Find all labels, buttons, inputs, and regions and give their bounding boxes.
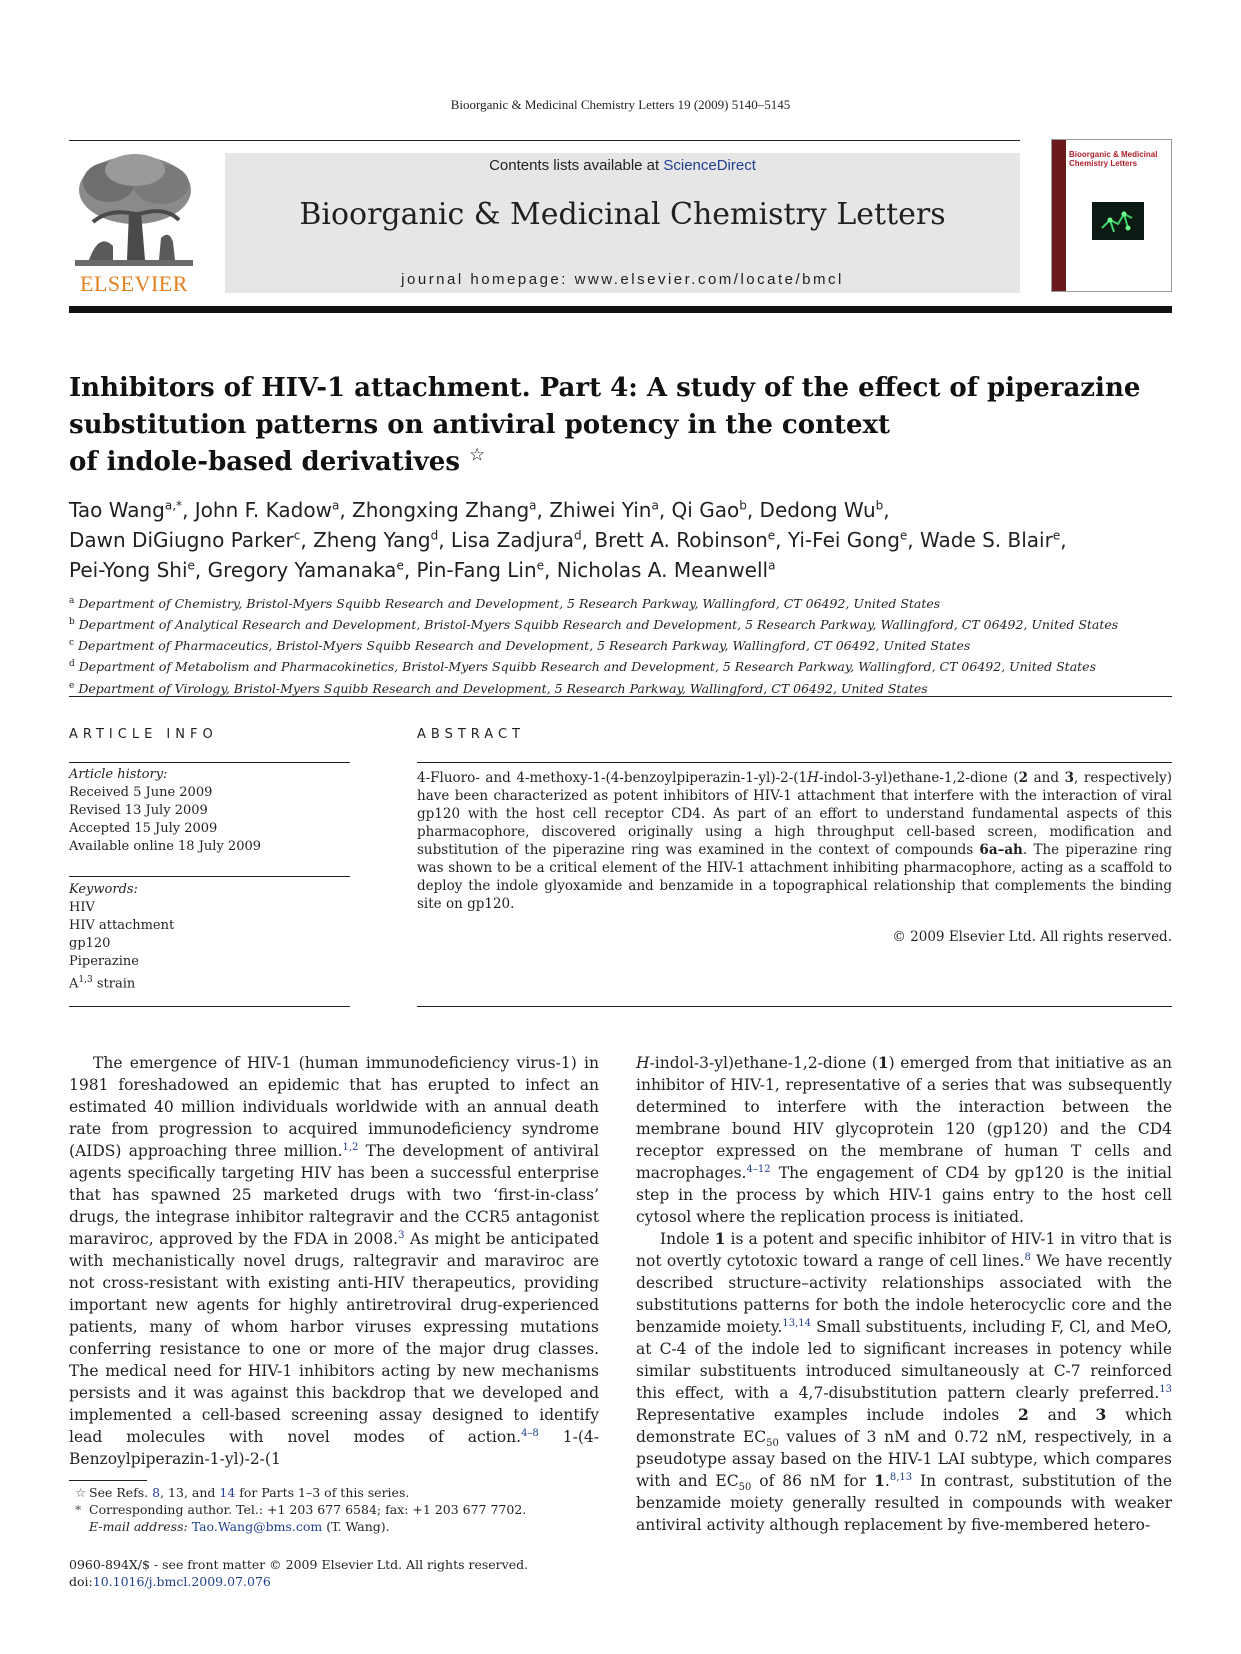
citation-link[interactable]: 8 <box>152 1485 161 1500</box>
author-name: Zhiwei Yin <box>549 498 652 522</box>
body-paragraph: H-indol-3-yl)ethane-1,2-dione (1) emerged from that initiative as an inhibitor of HIV-1, representative of a series that was subsequently determined to interfere with the interaction between the membrane bound HIV glycoprotein 120 (gp120) and the CD4 receptor expressed on the membrane of human T cells and macrophages.$^{4-12}$ The engagement of CD4 by gp120 is the initial step in the process by which HIV-1 gains entry to the host cell cytosol where the replication process is initiated. <box>636 1053 1173 1226</box>
author-name: Dedong Wu <box>759 498 876 522</box>
citation-link[interactable]: 4–12 <box>746 1163 771 1175</box>
elsevier-wordmark: ELSEVIER <box>80 271 188 296</box>
author-name: Zheng Yang <box>313 528 431 552</box>
compound-ref: 3 <box>1064 770 1074 786</box>
article-info-heading: ARTICLE INFO <box>69 727 218 742</box>
title-line: Inhibitors of HIV-1 attachment. Part 4: A study of the effect of piperazine <box>69 373 1141 403</box>
journal-cover <box>1051 139 1172 292</box>
header-rule <box>69 140 1020 141</box>
keyword: HIV attachment <box>69 918 175 933</box>
history-item: Received 5 June 2009 <box>69 785 213 800</box>
title-line: of indole-based derivatives <box>69 447 460 477</box>
citation-link[interactable]: 13 <box>1159 1383 1172 1395</box>
footnote: * Corresponding author. Tel.: +1 203 677 6584; fax: +1 203 677 7702. <box>75 1502 527 1517</box>
affiliation: $^e$ Department of Virology, Bristol-Myers Squibb Research and Development, 5 Research Parkway, Wallingford, CT 06492, United States <box>69 680 928 696</box>
author-name: Gregory Yamanaka <box>207 558 397 582</box>
cover-title: Bioorganic & Medicinal Chemistry Letters <box>1069 150 1158 168</box>
author-line: Pei-Yong Shi$^e$, Gregory Yamanaka$^e$, Pin-Fang Lin$^e$, Nicholas A. Meanwell$^a$ <box>69 558 776 582</box>
citation-link[interactable]: 13,14 <box>782 1317 811 1329</box>
author-affiliation-mark[interactable]: a <box>651 498 659 513</box>
author-name: Dawn DiGiugno Parker <box>69 528 294 552</box>
history-item: Available online 18 July 2009 <box>69 839 262 854</box>
history-label: Article history: <box>69 767 168 782</box>
author-affiliation-mark[interactable]: e <box>536 558 545 573</box>
abstract-end-rule <box>417 1006 1172 1007</box>
masthead-rule <box>69 306 1172 313</box>
affiliation: $^b$ Department of Analytical Research and Development, Bristol-Myers Squibb Research and Development, 5 Research Parkway, Wallingford, CT 06492, United States <box>69 617 1119 633</box>
author-affiliation-mark[interactable]: b <box>875 498 884 513</box>
title-line: substitution patterns on antiviral potency in the context <box>69 410 891 440</box>
affiliations <box>69 592 1179 698</box>
author-affiliation-mark[interactable]: a <box>768 558 776 573</box>
running-head: Bioorganic & Medicinal Chemistry Letters 19 (2009) 5140–5145 <box>450 97 791 112</box>
keywords-label: Keywords: <box>69 882 138 897</box>
author-affiliation-mark[interactable]: d <box>430 528 439 543</box>
affiliation: $^a$ Department of Chemistry, Bristol-Myers Squibb Research and Development, 5 Research Parkway, Wallingford, CT 06492, United States <box>69 596 941 612</box>
author-affiliation-mark[interactable]: d <box>574 528 582 543</box>
author-name: Zhongxing Zhang <box>352 498 530 522</box>
article-info-rule <box>69 762 350 763</box>
abstract-copyright: © 2009 Elsevier Ltd. All rights reserved. <box>892 929 1172 945</box>
body-column-right <box>636 1052 1172 1536</box>
footnote-email: E-mail address: Tao.Wang@bms.com (T. Wang). <box>89 1519 390 1534</box>
author-affiliation-mark[interactable]: c <box>293 528 301 543</box>
journal-homepage[interactable]: journal homepage: www.elsevier.com/locate/bmcl <box>401 271 844 288</box>
history-item: Accepted 15 July 2009 <box>69 821 218 836</box>
affiliation: $^d$ Department of Metabolism and Pharmacokinetics, Bristol-Myers Squibb Research and Development, 5 Research Parkway, Wallingford, CT 06492, United States <box>69 659 1096 675</box>
keywords-rule <box>69 1006 350 1007</box>
doi-link[interactable]: 10.1016/j.bmcl.2009.07.076 <box>92 1574 271 1589</box>
body-column-left <box>69 1052 599 1470</box>
history-item: Revised 13 July 2009 <box>69 803 208 818</box>
compound-ref: 6a–ah <box>979 842 1023 858</box>
author-name: Qi Gao <box>671 498 740 522</box>
author-name: Nicholas A. Meanwell <box>556 558 769 582</box>
citation-link[interactable]: 1,2 <box>342 1141 359 1153</box>
issn-line: 0960-894X/$ - see front matter © 2009 Elsevier Ltd. All rights reserved. <box>69 1557 529 1572</box>
keyword: Piperazine <box>69 954 139 969</box>
journal-title: Bioorganic & Medicinal Chemistry Letters <box>299 197 946 232</box>
author-list <box>69 495 1179 585</box>
author-name: Yi-Fei Gong <box>787 528 900 552</box>
title-footnote-star[interactable]: ☆ <box>469 444 486 466</box>
author-line: Tao Wang$^{a,*}$, John F. Kadow$^a$, Zhongxing Zhang$^a$, Zhiwei Yin$^a$, Qi Gao$^b$, Dedong Wu$^b$, <box>69 498 890 522</box>
citation-link[interactable]: 8 <box>1024 1251 1031 1263</box>
author-name: Lisa Zadjura <box>450 528 575 552</box>
sciencedirect-link[interactable]: ScienceDirect <box>663 157 756 174</box>
doi-line: doi:10.1016/j.bmcl.2009.07.076 <box>69 1574 271 1589</box>
author-name: Tao Wang <box>69 498 165 522</box>
star-icon: ☆ <box>75 1485 87 1500</box>
author-name: Pei-Yong Shi <box>69 558 188 582</box>
citation-link[interactable]: 3 <box>398 1229 405 1241</box>
author-name: Brett A. Robinson <box>594 528 768 552</box>
keyword: HIV <box>69 900 95 915</box>
abstract-text: 4-Fluoro- and 4-methoxy-1-(4-benzoylpiperazin-1-yl)-2-(1H-indol-3-yl)ethane-1,2-dione (2 and 3, respectively) have been characterized as potent inhibitors of HIV-1 attachment that interfere with the interaction of viral gp120 with the host cell receptor CD4. As part of an effort to understand fundamental aspects of this pharmacophore, discovered originally using a high throughput cell-based screen, modification and substitution of the piperazine ring was examined in the context of compounds 6a–ah. The piperazine ring was shown to be a critical element of the HIV-1 attachment inhibiting pharmacophore, acting as a scaffold to deploy the indole glyoxamide and benzamide in a topographical relationship that complements the binding site on gp120. <box>417 770 1173 912</box>
author-name: John F. Kadow <box>194 498 332 522</box>
article-title <box>69 370 1169 481</box>
abstract-heading: ABSTRACT <box>417 727 525 742</box>
body-paragraph: The emergence of HIV-1 (human immunodeficiency virus-1) in 1981 foreshadowed an epidemic that has erupted to infect an estimated 40 million individuals worldwide with an annual death rate from progression to acquired immunodeficiency syndrome (AIDS) approaching three million.$^{1,2}$ The development of antiviral agents specifically targeting HIV has been a successful enterprise that has spawned 25 marketed drugs with two ‘first-in-class’ drugs, the integrase inhibitor raltegravir and the CCR5 antagonist maraviroc, approved by the FDA in 2008.$^3$ As might be anticipated with mechanistically novel drugs, raltegravir and maraviroc are not cross-resistant with existing anti-HIV therapeutics, providing important new agents for highly antiretroviral drug-experienced patients, many of whom harbor viruses expressing mutations conferring resistance to one or more of the major drug classes. The medical need for HIV-1 inhibitors acting by new mechanisms persists and it was against this backdrop that we developed and implemented a cell-based screening assay designed to identify lead molecules with novel modes of action.$^{4-8}$ 1-(4-Benzoylpiperazin-1-yl)-2-(1 <box>69 1054 599 1468</box>
footnote-rule <box>69 1480 147 1481</box>
asterisk-icon: * <box>75 1502 82 1517</box>
affiliation: $^c$ Department of Pharmaceutics, Bristol-Myers Squibb Research and Development, 5 Research Parkway, Wallingford, CT 06492, United States <box>69 638 971 654</box>
keyword: A$^{1,3}$ strain <box>69 975 136 992</box>
author-affiliation-mark[interactable]: e <box>1052 528 1061 543</box>
contents-prefix: Contents lists available at <box>489 157 664 174</box>
footnotes <box>69 1484 609 1535</box>
footnote: ☆ See Refs. 8, 13, and 14 for Parts 1–3 of this series. <box>75 1485 410 1500</box>
author-affiliation-mark[interactable]: a <box>529 498 537 513</box>
affiliation-rule <box>69 696 1172 697</box>
body-paragraph: Indole 1 is a potent and specific inhibitor of HIV-1 in vitro that is not overtly cytotoxic toward a range of cell lines.$^8$ We have recently described structure–activity relationships associated with the substitutions patterns for both the indole heterocyclic core and the benzamide moiety.$^{13,14}$ Small substituents, including F, Cl, and MeO, at C-4 of the indole led to significant increases in potency while similar substituents introduced simultaneously at C-7 reinforced this effect, with a 4,7-disubstitution pattern clearly preferred.$^{13}$ Representative examples include indoles 2 and 3 which demonstrate $EC_{50}$ values of 3 nM and 0.72 nM, respectively, in a pseudotype assay based on the HIV-1 LAI subtype, which compares with and $EC_{50}$ of 86 nM for 1.$^{8,13}$ In contrast, substitution of the benzamide moiety generally resulted in compounds with weaker antiviral activity although replacement by five-membered hetero- <box>636 1229 1173 1534</box>
keyword: gp120 <box>69 936 111 951</box>
cover-molecule-icon <box>1092 202 1144 240</box>
citation-link[interactable]: 14 <box>219 1485 236 1500</box>
author-affiliation-mark[interactable]: e <box>187 558 195 573</box>
compound-ref: 2 <box>1018 770 1028 786</box>
issn-doi <box>69 1556 669 1590</box>
citation-link[interactable]: 8,13 <box>889 1471 913 1483</box>
email-link[interactable]: Tao.Wang@bms.com <box>191 1519 323 1534</box>
author-name: Wade S. Blair <box>920 528 1053 552</box>
author-line: Dawn DiGiugno Parker$^c$, Zheng Yang$^d$, Lisa Zadjura$^d$, Brett A. Robinson$^e$, Yi-Fei Gong$^e$, Wade S. Blair$^e$, <box>69 528 1067 552</box>
author-affiliation-mark[interactable]: a,* <box>164 498 183 513</box>
author-affiliation-mark[interactable]: b <box>739 498 747 513</box>
journal-banner <box>225 153 1020 293</box>
contents-line <box>225 157 1020 174</box>
article-history <box>69 766 350 856</box>
keywords <box>69 881 350 993</box>
abstract-rule <box>417 762 1172 763</box>
cover-spine <box>1052 140 1066 291</box>
history-rule <box>69 876 350 877</box>
author-affiliation-mark[interactable]: e <box>899 528 908 543</box>
author-affiliation-mark[interactable]: a <box>331 498 340 513</box>
author-affiliation-mark[interactable]: e <box>396 558 404 573</box>
elsevier-tree-icon <box>69 152 199 270</box>
author-name: Pin-Fang Lin <box>416 558 537 582</box>
publisher-logo <box>69 152 199 297</box>
citation-link[interactable]: 4–8 <box>521 1427 539 1439</box>
author-affiliation-mark[interactable]: e <box>767 528 776 543</box>
